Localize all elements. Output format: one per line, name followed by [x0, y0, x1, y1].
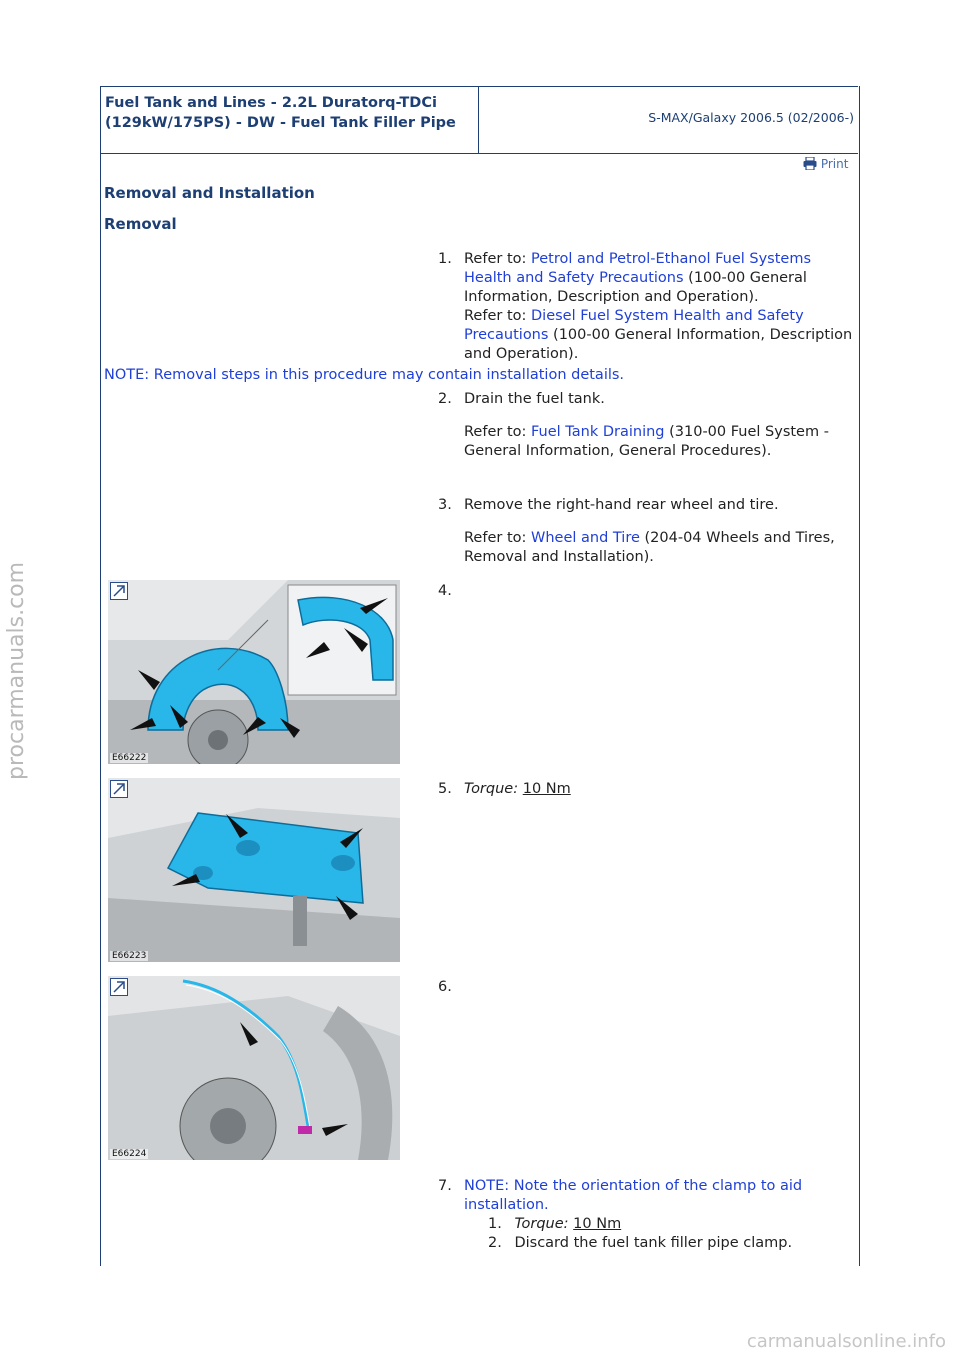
- footer-watermark: carmanualsonline.info: [746, 1331, 946, 1352]
- step-number: 1.: [438, 251, 452, 267]
- wheel-and-tire-link[interactable]: Wheel and Tire: [531, 530, 640, 546]
- figure-code: E66222: [112, 753, 147, 763]
- step-number: 4.: [438, 583, 452, 599]
- reference-suffix: (310-00 Fuel System - General Information, General Procedures).: [464, 424, 829, 459]
- removal-note: NOTE: Removal steps in this procedure may contain installation details.: [104, 367, 625, 383]
- refer-label: Refer to:: [464, 424, 531, 440]
- reference-suffix: (204-04 Wheels and Tires, Removal and Installation).: [464, 530, 835, 565]
- step-7-note: NOTE: Note the orientation of the clamp to aid installation.: [464, 1178, 803, 1213]
- torque-label: Torque:: [514, 1216, 569, 1232]
- torque-value: 10 Nm: [522, 781, 571, 797]
- zoom-icon[interactable]: [110, 978, 128, 996]
- substep-text: Discard the fuel tank filler pipe clamp.: [514, 1235, 793, 1251]
- refer-label: Refer to:: [464, 530, 531, 546]
- step-1-reference-1: [464, 250, 859, 307]
- step-number: 7.: [438, 1178, 452, 1194]
- step-2-reference: [464, 423, 859, 461]
- substep-number: 1.: [488, 1216, 502, 1232]
- zoom-icon[interactable]: [110, 582, 128, 600]
- step-3-text: Remove the right-hand rear wheel and tire.: [464, 497, 779, 513]
- figure-code: E66223: [112, 951, 147, 961]
- figure-e66224[interactable]: [108, 976, 400, 1160]
- model-applicability: S-MAX/Galaxy 2006.5 (02/2006-): [648, 110, 854, 125]
- refer-label: Refer to:: [464, 308, 531, 324]
- header-divider: [478, 87, 479, 153]
- step-number: 6.: [438, 979, 452, 995]
- figure-e66223[interactable]: [108, 778, 400, 962]
- torque-label: Torque:: [464, 781, 519, 797]
- torque-value: 10 Nm: [573, 1216, 622, 1232]
- underbody-shield-illustration: [108, 778, 400, 962]
- refer-label: Refer to:: [464, 251, 531, 267]
- fuel-tank-draining-link[interactable]: Fuel Tank Draining: [531, 424, 665, 440]
- reference-suffix: (100-00 General Information, Description and Operation).: [464, 270, 807, 305]
- figure-e66222[interactable]: [108, 580, 400, 764]
- filler-pipe-routing-illustration: [108, 976, 400, 1160]
- figure-code: E66224: [112, 1149, 147, 1159]
- zoom-icon[interactable]: [110, 780, 128, 798]
- step-1-reference-2: [464, 307, 859, 364]
- petrol-safety-link[interactable]: Petrol and Petrol-Ethanol Fuel Systems Health and Safety Precautions: [464, 251, 812, 286]
- subsection-title: Removal: [104, 215, 177, 233]
- diesel-safety-link[interactable]: Diesel Fuel System Health and Safety Precautions: [464, 308, 804, 343]
- step-7-substep-2: [488, 1234, 792, 1253]
- document-header: [100, 86, 858, 154]
- step-number: 3.: [438, 497, 452, 513]
- substep-number: 2.: [488, 1235, 502, 1251]
- step-7-substep-1: [488, 1215, 621, 1234]
- step-number: 2.: [438, 391, 452, 407]
- print-label: Print: [820, 157, 849, 171]
- wheel-arch-liner-illustration: [108, 580, 400, 764]
- printer-icon: [803, 157, 817, 170]
- side-watermark: procarmanuals.com: [4, 561, 29, 780]
- step-number: 5.: [438, 781, 452, 797]
- section-title: Removal and Installation: [104, 184, 315, 202]
- document-title: Fuel Tank and Lines - 2.2L Duratorq-TDCi (129kW/175PS) - DW - Fuel Tank Filler Pipe: [105, 95, 456, 131]
- reference-suffix: (100-00 General Information, Description and Operation).: [464, 327, 853, 362]
- step-3-reference: [464, 529, 859, 567]
- print-button[interactable]: [803, 157, 848, 171]
- step-2-text: Drain the fuel tank.: [464, 391, 605, 407]
